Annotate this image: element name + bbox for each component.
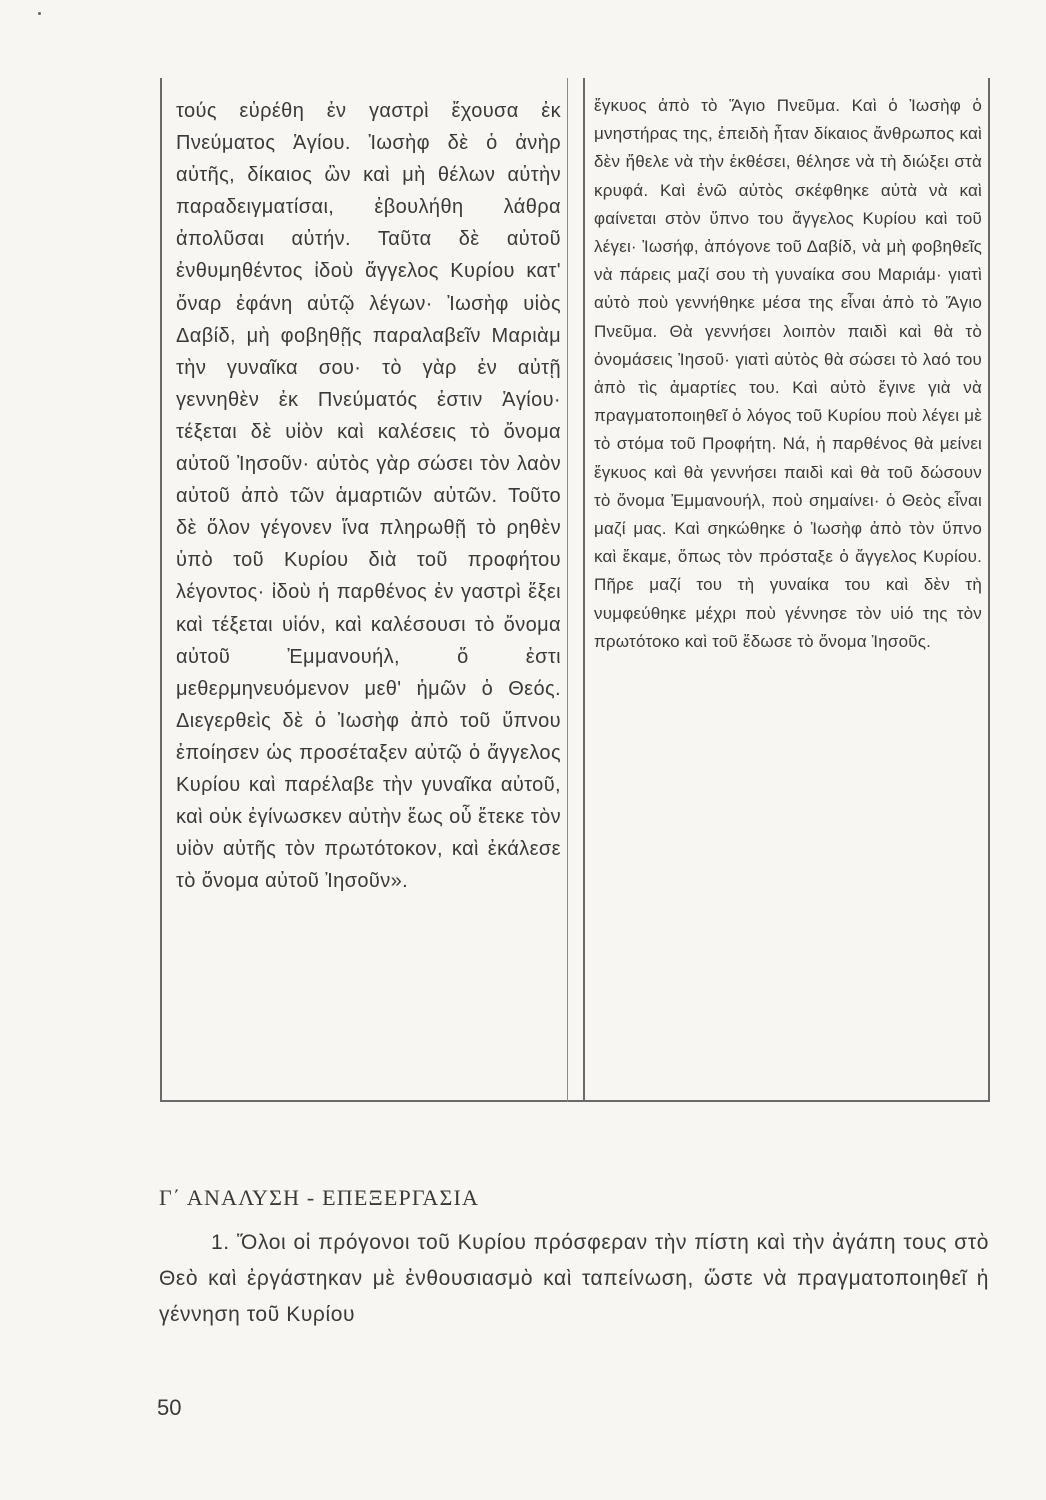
- column-divider-inner: [567, 78, 568, 1102]
- page-number: 50: [157, 1395, 182, 1420]
- translation-column: [594, 92, 982, 656]
- column-divider: [583, 78, 585, 1102]
- original-greek-text: τούς εὑρέθη ἐν γαστρὶ ἔχουσα ἐκ Πνεύματος Ἁγίου. Ἰωσὴφ δὲ ὁ ἀνὴρ αὐτῆς, δίκαιος ὢν καὶ μὴ θέλων αὐτὴν παραδειγματίσαι, ἐβουλήθη λάθρα ἀπολῦσαι αὐτήν. Ταῦτα δὲ αὐτοῦ ἐνθυμηθέντος ἰδοὺ ἄγγελος Κυρίου κατ' ὄναρ ἐφάνη αὐτῷ λέγων· Ἰωσὴφ υἱὸς Δαβίδ, μὴ φοβηθῇς παραλαβεῖν Μαριὰμ τὴν γυναῖκα σου· τὸ γὰρ ἐν αὐτῇ γεννηθὲν ἐκ Πνεύματός ἐστιν Ἁγίου· τέξεται δὲ υἱὸν καὶ καλέσεις τὸ ὄνομα αὐτοῦ Ἰησοῦν· αὐτὸς γὰρ σώσει τὸν λαὸν αὐτοῦ ἀπὸ τῶν ἁμαρτιῶν αὐτῶν. Τοῦτο δὲ ὅλον γέγονεν ἵνα πληρωθῇ τὸ ρηθὲν ὑπὸ τοῦ Κυρίου διὰ τοῦ προφήτου λέγοντος· ἰδοὺ ἡ παρθένος ἐν γαστρὶ ἕξει καὶ τέξεται υἱόν, καὶ καλέσουσι τὸ ὄνομα αὐτοῦ Ἐμμανουήλ, ὅ ἐστι μεθερμηνευόμενον μεθ' ἡμῶν ὁ Θεός. Διεγερθεὶς δὲ ὁ Ἰωσὴφ ἀπὸ τοῦ ὕπνου ἐποίησεν ὡς προσέταξεν αὐτῷ ὁ ἄγγελος Κυρίου καὶ παρέλαβε τὴν γυναῖκα αὐτοῦ, καὶ οὐκ ἐγίνωσκεν αὐτὴν ἕως οὗ ἔτεκε τὸν υἱὸν αὐτῆς τὸν πρωτότοκον, καὶ ἐκάλεσε τὸ ὄνομα αὐτοῦ Ἰησοῦν».: [176, 100, 561, 893]
- section-heading: Γ΄ ΑΝΑΛΥΣΗ - ΕΠΕΞΕΡΓΑΣΙΑ: [159, 1185, 480, 1210]
- modern-greek-translation: ἔγκυος ἀπὸ τὸ Ἅγιο Πνεῦμα. Καὶ ὁ Ἰωσὴφ ὁ μνηστήρας της, ἐπειδὴ ἦταν δίκαιος ἄνθρωπος καὶ δὲν ἤθελε νὰ τὴν ἐκθέσει, θέλησε νὰ τὴ διώξει στὰ κρυφά. Καὶ ἐνῶ αὐτὸς σκέφθηκε αὐτὰ νὰ καὶ φαίνεται στὸν ὕπνο του ἄγγελος Κυρίου καὶ τοῦ λέγει· Ἰωσήφ, ἀπόγονε τοῦ Δαβίδ, νὰ μὴ φοβηθεῖς νὰ πάρεις μαζί σου τὴ γυναίκα σου Μαριάμ· γιατὶ αὐτὸ ποὺ γεννήθηκε μέσα της εἶναι ἀπὸ τὸ Ἅγιο Πνεῦμα. Θὰ γεννήσει λοιπὸν παιδὶ καὶ θὰ τὸ ὀνομάσεις Ἰησοῦ· γιατὶ αὐτὸς θὰ σώσει τὸ λαό του ἀπὸ τὶς ἁμαρτίες του. Καὶ αὐτὸ ἔγινε γιὰ νὰ πραγματοποιηθεῖ ὁ λόγος τοῦ Κυρίου ποὺ λέγει μὲ τὸ στόμα τοῦ Προφήτη. Νά, ἡ παρθένος θὰ μείνει ἔγκυος καὶ θὰ γεννήσει παιδὶ καὶ θὰ τοῦ δώσουν τὸ ὄνομα Ἐμμανουήλ, ποὺ σημαίνει· ὁ Θεὸς εἶναι μαζί μας. Καὶ σηκώθηκε ὁ Ἰωσὴφ ἀπὸ τὸν ὕπνο καὶ ἔκαμε, ὅπως τὸν πρόσταξε ὁ ἄγγελος Κυρίου. Πῆρε μαζί του τὴ γυναίκα του καὶ δὲν τὴ νυμφεύθηκε μέχρι ποὺ γέννησε τὸν υἱό της τὸν πρωτότοκο καὶ τοῦ ἔδωσε τὸ ὄνομα Ἰησοῦς.: [594, 96, 982, 651]
- analysis-paragraph: 1. Ὅλοι οἱ πρόγονοι τοῦ Κυρίου πρόσφεραν τὴν πίστη καὶ τὴν ἀγάπη τους στὸ Θεὸ καὶ ἐργάστηκαν μὲ ἐνθουσιασμὸ καὶ ταπείνωση, ὥστε νὰ πραγματοποιηθεῖ ἡ γέννηση τοῦ Κυρίου: [159, 1231, 989, 1326]
- original-text-column: [176, 95, 561, 897]
- print-speck: [38, 12, 41, 15]
